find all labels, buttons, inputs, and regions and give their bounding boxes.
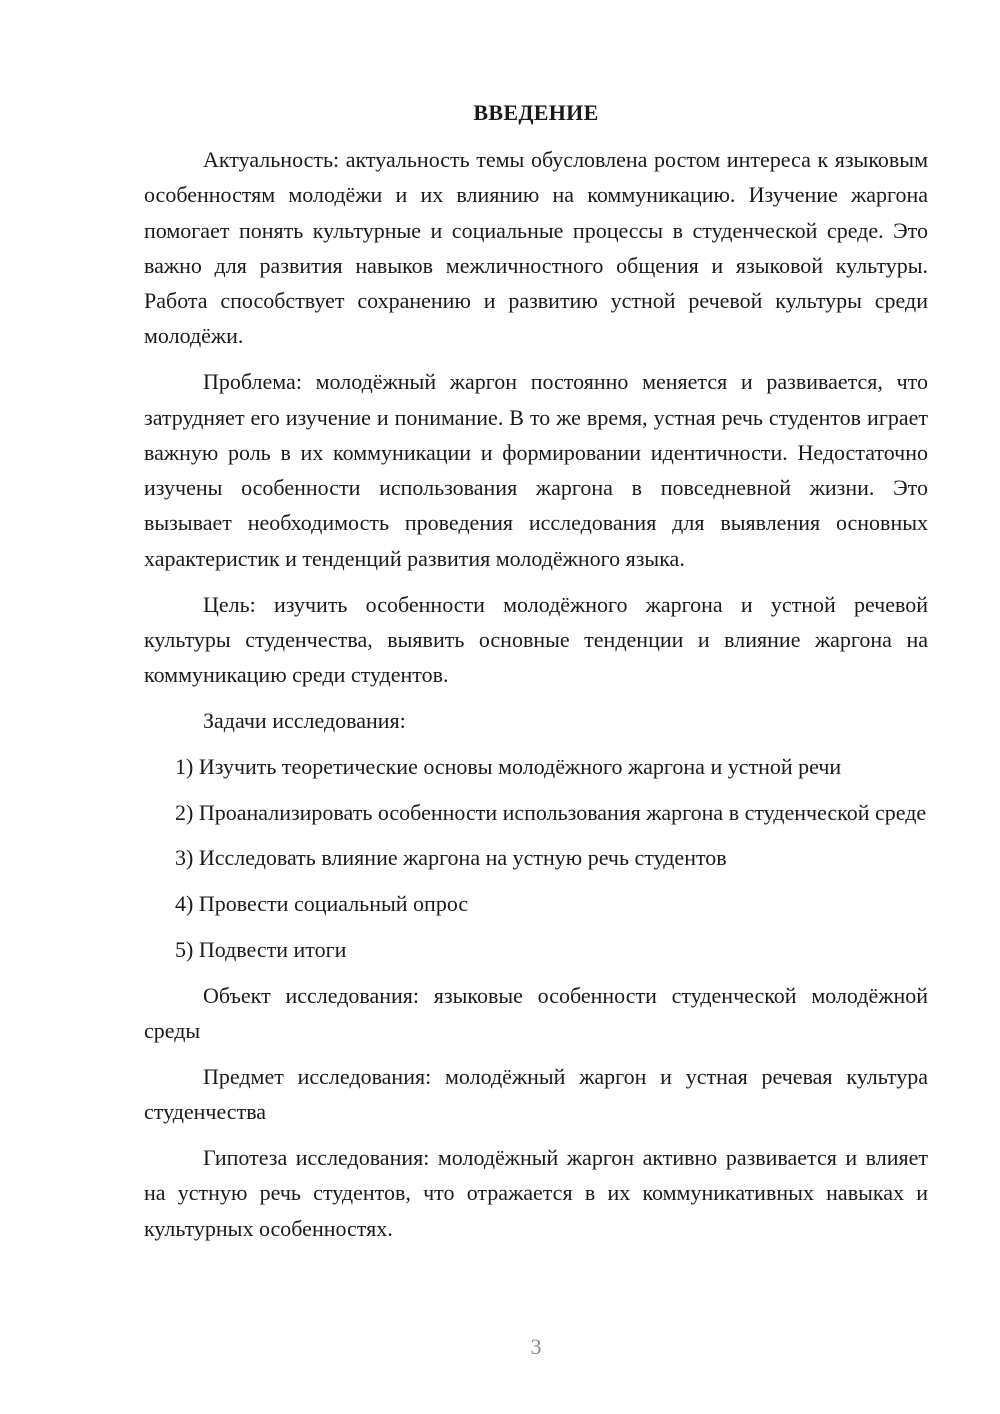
- subject-paragraph: Предмет исследования: молодёжный жаргон и устная речевая культура студенчества: [144, 1063, 928, 1125]
- page-number: 3: [530, 1334, 542, 1359]
- page-heading: ВВЕДЕНИЕ: [473, 100, 599, 125]
- page-content: [144, 95, 928, 1256]
- task-item-5: 5) Подвести итоги: [175, 936, 347, 962]
- relevance-paragraph: Актуальность: актуальность темы обусловлена ростом интереса к языковым особенностям молодёжи и их влиянию на коммуникацию. Изучение жаргона помогает понять культурные и социальные процессы в студенческой среде. Это важно для развития навыков межличностного общения и языковой культуры. Работа способствует сохранению и развитию устной речевой культуры среди молодёжи.: [144, 147, 928, 349]
- goal-paragraph: Цель: изучить особенности молодёжного жаргона и устной речевой культуры студенчества, выявить основные тенденции и влияние жаргона на коммуникацию среди студентов.: [144, 591, 928, 688]
- problem-paragraph: Проблема: молодёжный жаргон постоянно меняется и развивается, что затрудняет его изучение и понимание. В то же время, устная речь студентов играет важную роль в их коммуникации и формировании идентичности. Недостаточно изучены особенности использования жаргона в повседневной жизни. Это вызывает необходимость проведения исследования для выявления основных характеристик и тенденций развития молодёжного языка.: [144, 369, 928, 571]
- object-paragraph: Объект исследования: языковые особенности студенческой молодёжной среды: [144, 982, 928, 1044]
- hypothesis-paragraph: Гипотеза исследования: молодёжный жаргон активно развивается и влияет на устную речь студентов, что отражается в их коммуникативных навыках и культурных особенностях.: [144, 1144, 928, 1241]
- task-item-3: 3) Исследовать влияние жаргона на устную речь студентов: [175, 845, 727, 871]
- task-item-4: 4) Провести социальный опрос: [175, 891, 469, 917]
- task-item-2: 2) Проанализировать особенности использования жаргона в студенческой среде: [175, 799, 927, 825]
- task-item-1: 1) Изучить теоретические основы молодёжного жаргона и устной речи: [175, 753, 842, 779]
- tasks-title: Задачи исследования:: [203, 707, 406, 733]
